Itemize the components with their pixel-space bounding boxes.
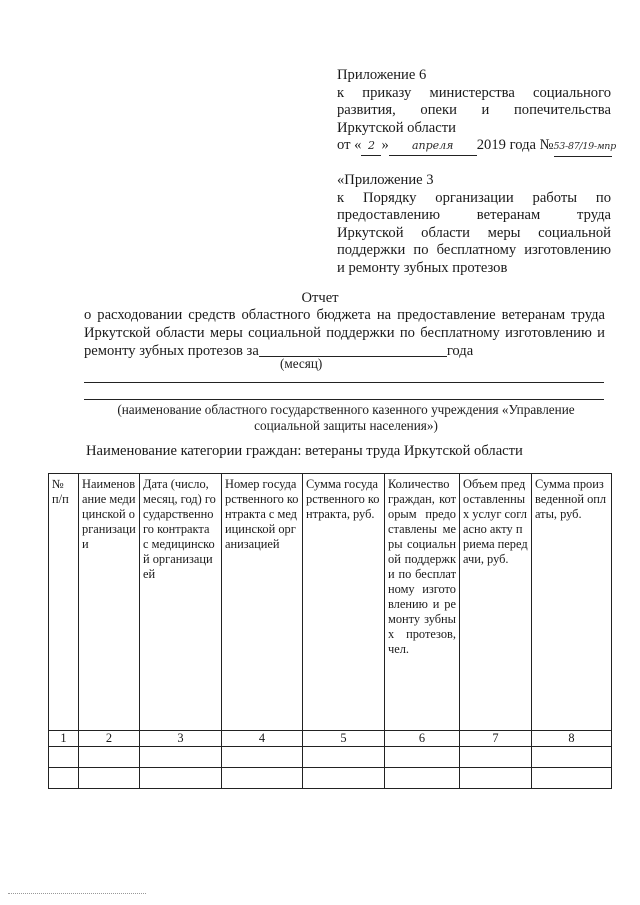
column-number: 1	[49, 731, 79, 747]
empty-cell[interactable]	[532, 768, 612, 789]
appendix-line-1: к приказу министерства социального	[337, 84, 611, 101]
institution-line-1	[84, 382, 604, 383]
header-cell: Сумма произведенной оплаты, руб.	[532, 474, 612, 731]
header-cell: Объем предоставленных услуг согласно акту приема передачи, руб.	[460, 474, 532, 731]
column-number: 2	[79, 731, 140, 747]
empty-cell[interactable]	[140, 768, 222, 789]
empty-cell[interactable]	[385, 747, 460, 768]
institution-line-2	[84, 399, 604, 400]
report-line-3-suffix: года	[446, 343, 474, 359]
date-prefix: от «	[337, 137, 362, 153]
empty-cell[interactable]	[532, 747, 612, 768]
report-line-3-prefix: ремонту зубных протезов за	[84, 343, 259, 359]
empty-cell[interactable]	[79, 768, 140, 789]
empty-cell[interactable]	[385, 768, 460, 789]
quote-line-4: поддержки по бесплатному изготовлению	[337, 242, 611, 258]
date-day-handwritten: 2	[361, 137, 381, 156]
empty-cell[interactable]	[303, 747, 385, 768]
empty-cell[interactable]	[49, 747, 79, 768]
empty-cell[interactable]	[460, 768, 532, 789]
date-number-handwritten: 53-87/19-мпр	[554, 138, 612, 157]
quote-line-2: предоставлению ветеранам труда	[337, 207, 611, 223]
quote-title: «Приложение 3	[337, 172, 434, 188]
quote-block	[337, 172, 611, 277]
appendix-line-2: развития, опеки и попечительства	[337, 102, 611, 118]
table-number-row	[49, 731, 612, 747]
empty-cell[interactable]	[49, 768, 79, 789]
empty-cell[interactable]	[222, 747, 303, 768]
empty-cell[interactable]	[79, 747, 140, 768]
empty-cell[interactable]	[222, 768, 303, 789]
column-number: 8	[532, 731, 612, 747]
date-month-handwritten: апреля	[389, 137, 477, 156]
report-description	[84, 307, 605, 361]
column-number: 3	[140, 731, 222, 747]
appendix-title: Приложение 6	[337, 67, 427, 83]
report-line-1: о расходовании средств областного бюджета на предоставление ветеранам труда	[84, 307, 605, 323]
appendix-line-3: Иркутской области	[337, 119, 456, 136]
header-cell: Наименование медицинской организации	[79, 474, 140, 731]
table-empty-row	[49, 747, 612, 768]
empty-cell[interactable]	[140, 747, 222, 768]
header-cell: Номер государственного контракта с медицинской организацией	[222, 474, 303, 731]
report-line-3	[84, 342, 605, 361]
report-line-2: Иркутской области меры социальной поддержки по бесплатному изготовлению и	[84, 324, 605, 341]
column-number: 5	[303, 731, 385, 747]
quote-line-5: и ремонту зубных протезов	[337, 259, 508, 276]
quote-line-3: Иркутской области меры социальной	[337, 224, 611, 241]
quote-line-1: к Порядку организации работы по	[337, 189, 611, 206]
header-cell: Дата (число, месяц, год) государственного контракта с медицинской организацией	[140, 474, 222, 731]
report-title: Отчет	[301, 290, 339, 306]
empty-cell[interactable]	[460, 747, 532, 768]
report-table	[48, 473, 612, 789]
appendix-date-line	[337, 137, 616, 157]
header-cell: Сумма государственного контракта, руб.	[303, 474, 385, 731]
header-cell: Количество граждан, которым предоставлены меры социальной поддержки по бесплатному изготовлению и ремонту зубных протезов, чел.	[385, 474, 460, 731]
column-number: 4	[222, 731, 303, 747]
month-caption: (месяц)	[280, 356, 323, 371]
table-empty-row	[49, 768, 612, 789]
category-line: Наименование категории граждан: ветераны труда Иркутской области	[86, 443, 523, 459]
date-year: 2019 года №	[476, 137, 554, 153]
scan-artifact-line	[8, 893, 146, 894]
table-header-row	[49, 474, 612, 731]
column-number: 6	[385, 731, 460, 747]
month-blank	[259, 342, 447, 357]
column-number: 7	[460, 731, 532, 747]
appendix-block	[337, 67, 616, 157]
empty-cell[interactable]	[303, 768, 385, 789]
institution-caption: (наименование областного государственного казенного учреждения «Управление социальной защиты населения»)	[117, 402, 575, 433]
date-mid: »	[381, 137, 389, 153]
header-cell: № п/п	[49, 474, 79, 731]
